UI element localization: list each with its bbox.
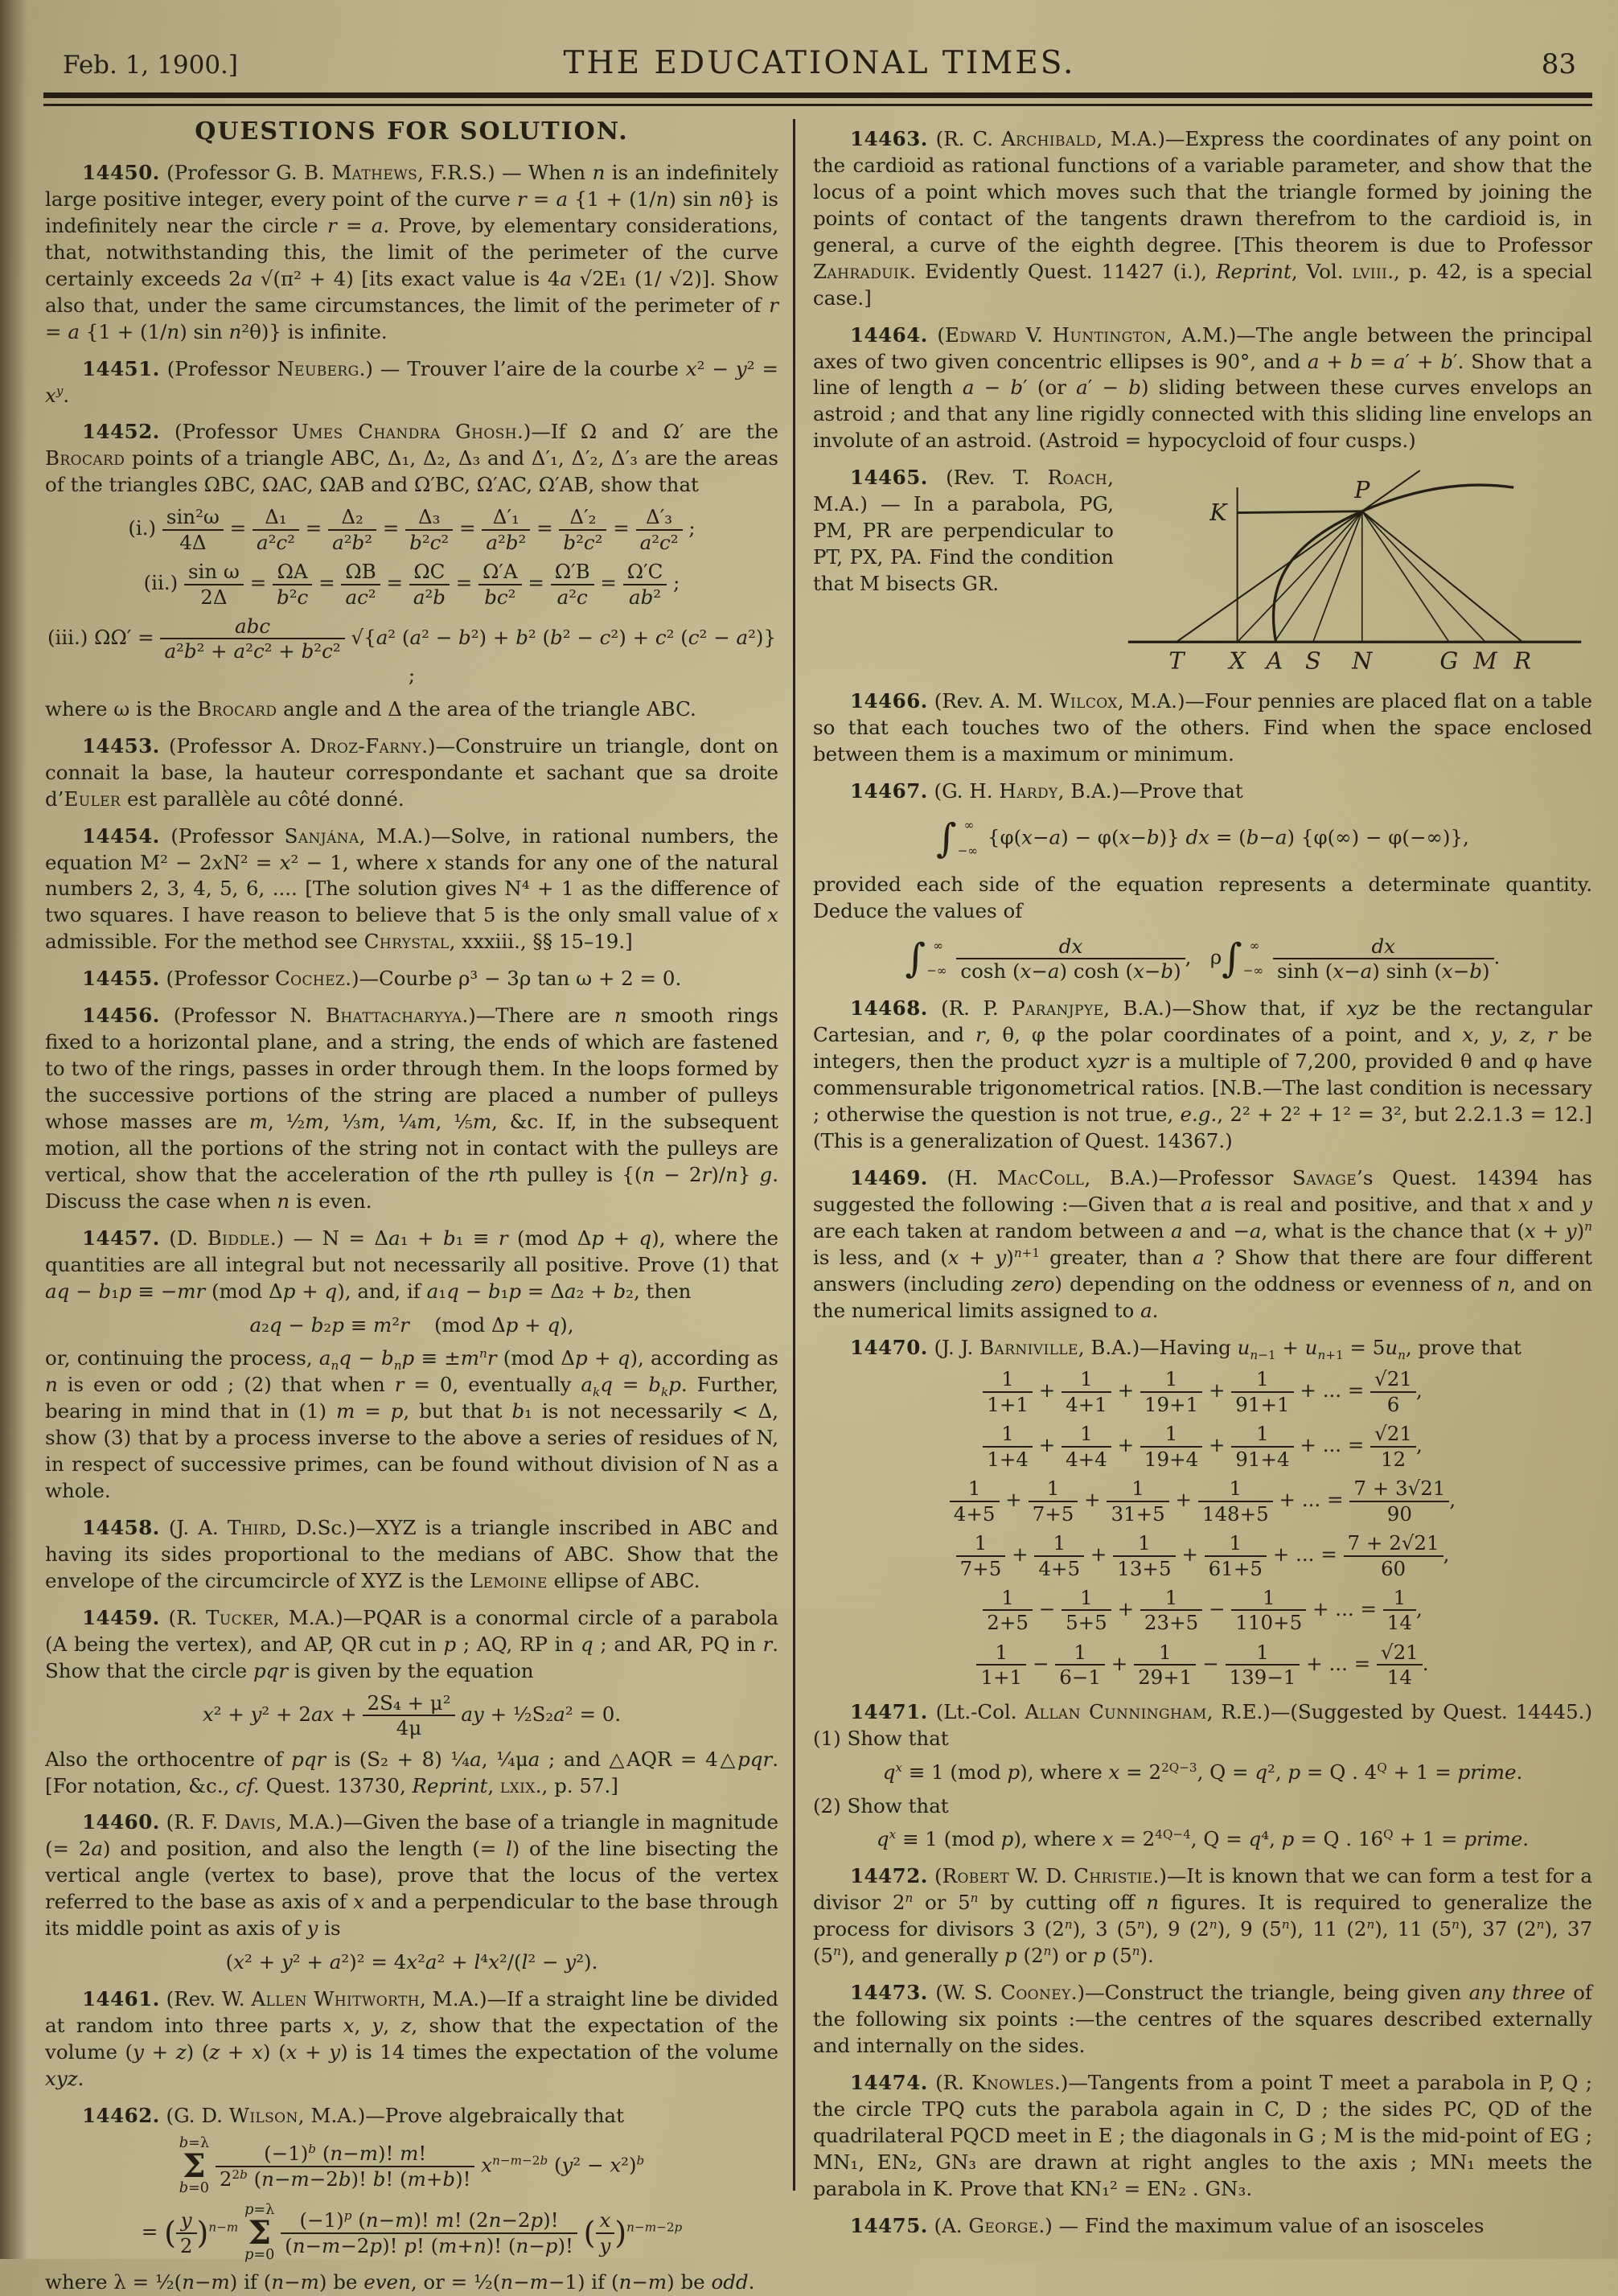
figure-label-P: P (1354, 476, 1370, 504)
question-14464: 14464. (Edward V. Huntington, A.M.)—The angle between the principal axes of two given concentric ellipses is 90°, and a + b = a′ + b′. Show that a line of length a − b′ (or a′ − b) sliding between these curves envelops an astroid ; and that any line rigidly connected with this sliding line envelops an involute of an astroid. (Astroid = hypocycloid of four cusps.) (813, 322, 1593, 453)
right-column (795, 116, 1597, 2237)
question-14473: 14473. (W. S. Cooney.)—Construct the triangle, being given any three of the following six points :—the centres of the squares described externally and internally on the sides. (813, 1981, 1592, 2057)
figure-label-M: M (1473, 647, 1497, 675)
question-14472: 14472. (Robert W. D. Christie.)—It is known that we can form a test for a divisor 2$^n$ or 5$^n$ by cutting off n figures. It is required to generalize the process for divisors 3 (2$^n$), 3 (5$^n$), 9 (2$^n$), 9 (5$^n$), 11 (2$^n$), 11 (5$^n$), 37 (2$^n$), 37 (5$^n$), and generally p (2$^n$) or p (5$^n$). (813, 1864, 1593, 1968)
question-14458: 14458. (J. A. Third, D.Sc.)—XYZ is a triangle inscribed in ABC and having its sides proportional to the medians of ABC. Show that the envelope of the circumcircle of XYZ is the Lemoine ellipse of ABC. (45, 1516, 778, 1592)
question-14453: 14453. (Professor A. Droz-Farny.)—Construire un triangle, dont on connait la base, la hauteur correspondante et sachant que sa droite d’Euler est parallèle au côté donné. (45, 733, 778, 811)
header-date: Feb. 1, 1900.] (63, 51, 238, 80)
question-14465-text: 14465. (Rev. T. Roach, M.A.) — In a parabola, PG, PM, PR are perpendicular to PT, PX, PA. Find the condition that M bisects GR. (813, 466, 1114, 595)
left-column (39, 116, 793, 2294)
question-14455: 14455. (Professor Cochez.)—Courbe ρ³ − 3ρ tan ω + 2 = 0. (82, 967, 682, 991)
question-14451: 14451. (Professor Neuberg.) — Trouver l’aire de la courbe $x^2 - y^2 = x^y$. (45, 356, 778, 407)
question-14459: 14459. (R. Tucker, M.A.)—PQAR is a conormal circle of a parabola (A being the vertex), and AP, QR cut in p ; AQ, RP in q ; and AR, PQ in r. Show that the circle pqr is given by the equation x² + y² + 2ax + $\frac{\text{2S₄ + μ²}}{4\mu}$ ay + ½S₂a² = 0. Also the orthocentre of pqr is (S₂ + 8) ¼a, ¼μa ; and △AQR = 4△pqr. [For notation, &c., cf. Quest. 13730, Reprint, lxix., p. 57.] (45, 1605, 778, 1797)
figure-label-R: R (1513, 647, 1531, 675)
question-14467: 14467. (G. H. Hardy, B.A.)—Prove that ∫ ∞ −∞ {φ(x−a) − φ(x−b)} dx = (b−a) {φ(∞) − φ(−∞)}, provided each side of the equation represents a determinate quantity. Deduce the values of ∫ ∞ −∞ $\frac{dx}{\cosh (x-a) \cosh (x-b)}$ , ρ∫ ∞ −∞ $\frac{dx}{\sinh (x-a) \sinh (x-b)}$ . (813, 778, 1592, 984)
question-14475: 14475. (A. George.) — Find the maximum value of an isosceles (850, 2213, 1485, 2237)
page-title: THE EDUCATIONAL TIMES. (563, 45, 1076, 81)
figure-label-G: G (1439, 647, 1459, 675)
page-number: 83 (1541, 48, 1576, 80)
figure-label-K: K (1209, 499, 1227, 527)
question-14468: 14468. (R. P. Paranjpye, B.A.)—Show that, if xyz be the rectangular Cartesian, and r, θ, φ the polar coordinates of a point, and x, y, z, r be integers, then the product xyzr is a multiple of 7,200, provided θ and φ have commensurable trigonometrical ratios. [N.B.—The last condition is necessary ; otherwise the question is not true, e.g., 2² + 2² + 1² = 3², but 2.2.1.3 = 12.] (This is a generalization of Quest. 14367.) (813, 996, 1593, 1152)
question-14463: 14463. (R. C. Archibald, M.A.)—Express the coordinates of any point on the cardioid as rational functions of a variable parameter, and show that the locus of a point which moves such that the triangle formed by joining the points of contact of the tangents drawn therefrom to the cardioid is, in general, a curve of the eighth degree. [This theorem is due to Professor Zahraduik. Evidently Quest. 11427 (i.), Reprint, Vol. lviii., p. 42, is a special case.] (813, 127, 1592, 310)
question-14454: 14454. (Professor Sanjána, M.A.)—Solve, in rational numbers, the equation M² − 2xN² = x² − 1, where x stands for any one of the natural numbers 2, 3, 4, 5, 6, .... [The solution gives N⁴ + 1 as the difference of two squares. I have reason to believe that 5 is the only small value of x admissible. For the method see Chrystal, xxxiii., §§ 15–19.] (45, 824, 779, 954)
question-14471: 14471. (Lt.-Col. Allan Cunningham, R.E.)—(Suggested by Quest. 14445.) (1) Show that $q^x \equiv 1$ (mod p), where $x = 2^{2Q-3}$, Q = q², p = Q . $4^Q + 1$ = prime. (2) Show that $q^x \equiv 1$ (mod p), where $x = 2^{4Q-4}$, Q = q⁴, p = Q . $16^Q + 1$ = prime. (813, 1699, 1592, 1851)
question-14466: 14466. (Rev. A. M. Wilcox, M.A.)—Four pennies are placed flat on a table so that each touches two of the others. Find when the space enclosed between them is a maximum or minimum. (813, 688, 1592, 766)
question-14465 (813, 465, 1592, 678)
question-14470: 14470. (J. J. Barniville, B.A.)—Having $u_{n-1} + u_{n+1} = 5u_n$, prove that $\frac{1}{1+1}$ + $\frac{1}{4+1}$ + $\frac{1}{19+1}$ + $\frac{1}{91+1}$ + ... = $\frac{√21}{6}$ , $\frac{1}{1+4}$ + $\frac{1}{4+4}$ + $\frac{1}{19+4}$ + $\frac{1}{91+4}$ + ... = $\frac{√21}{12}$ , $\frac{1}{4+5}$ + $\frac{1}{7+5}$ + $\frac{1}{31+5}$ + $\frac{1}{148+5}$ + ... = $\frac{7 + 3√21}{90}$ , $\frac{1}{7+5}$ + $\frac{1}{4+5}$ + $\frac{1}{13+5}$ + $\frac{1}{61+5}$ + ... = $\frac{7 + 2√21}{60}$ , $\frac{1}{2+5}$ − $\frac{1}{5+5}$ + $\frac{1}{23+5}$ − $\frac{1}{110+5}$ + ... = $\frac{1}{14}$ , $\frac{1}{1+1}$ − $\frac{1}{6-1}$ + $\frac{1}{29+1}$ − $\frac{1}{139-1}$ + ... = $\frac{√21}{14}$ . (850, 1335, 1521, 1690)
question-14474: 14474. (R. Knowles.)—Tangents from a point T meet a parabola in P, Q ; the circle TPQ cuts the parabola again in C, D ; the sides PC, QD of the quadrilateral PQCD meet in E ; the diagonals in G ; M is the mid-point of EG ; MN₁, EN₂, GN₃ are drawn at right angles to the axis ; MN₁ meets the parabola in K. Prove that KN₁² = EN₂ . GN₃. (813, 2070, 1592, 2200)
question-14457: 14457. (D. Biddle.) — N = Δa₁ + b₁ ≡ r (mod Δp + q), where the quantities are all integral but not necessarily all positive. Prove (1) that aq − b₁p ≡ −mr (mod Δp + q), and, if a₁q − b₁p = Δa₂ + b₂, then a₂q − b₂p ≡ m²r (mod Δp + q), or, continuing the process, $a_nq - b_np \equiv \pm m^nr$ (mod Δp + q), according as n is even or odd ; (2) that when r = 0, eventually $a_kq = b_kp$. Further, bearing in mind that in (1) m = p, but that b₁ is not necessarily < Δ, show (3) that by a process inverse to the above a series of residues of N, in respect of successive primes, can be found without division of N as a whole. (45, 1226, 779, 1503)
question-14462: 14462. (G. D. Wilson, M.A.)—Prove algebraically that b=λ Σ b=0 $\frac{(-1)^b (n-m)! m!}{2^{2b} (n-m-2b)! b! (m+b)!}$ $x^{n-m-2b}$ $(y^2 - x^2)^b$ = ( $\frac{y}{2}$ )$^{n-m}$ p=λ Σ p=0 $\frac{(-1)^p (n-m)! m! (2n-2p)!}{(n-m-2p)! p! (m+n)! (n-p)!}$ ( $\frac{x}{y}$ )$^{n-m-2p}$ where λ = ½(n−m) if (n−m) be even, or = ½(n−m−1) if (n−m) be odd. (45, 2103, 755, 2294)
question-14461: 14461. (Rev. W. Allen Whitworth, M.A.)—If a straight line be divided at random into three parts x, y, z, show that the expectation of the volume (y + z) (z + x) (x + y) is 14 times the expectation of the volume xyz. (45, 1987, 779, 2090)
header-double-rule (43, 92, 1592, 106)
figure-label-N: N (1352, 647, 1373, 675)
figure-label-S: S (1304, 647, 1321, 675)
question-14460: 14460. (R. F. Davis, M.A.)—Given the base of a triangle in magnitude (= 2a) and position, and also the length (= l) of the line bisecting the vertical angle (vertex to base), prove that the locus of the vertex referred to the base as axis of x and a perpendicular to the base through its middle point as axis of y is (x² + y² + a²)² = 4x²a² + l⁴x²/(l² − y²). (45, 1810, 778, 1974)
section-title: QUESTIONS FOR SOLUTION. (195, 117, 629, 146)
question-14452: 14452. (Professor Umes Chandra Ghosh.)—If Ω and Ω′ are the Brocard points of a triangle ABC, Δ₁, Δ₂, Δ₃ and Δ′₁, Δ′₂, Δ′₃ are the areas of the triangles ΩBC, ΩAC, ΩAB and Ω′BC, Ω′AC, Ω′AB, show that (i.) $\frac{\text{sin²ω}}{4\Delta}$ = $\frac{\text{Δ₁}}{\text{a²c²}}$ = $\frac{\text{Δ₂}}{\text{a²b²}}$ = $\frac{\text{Δ₃}}{\text{b²c²}}$ = $\frac{\text{Δ′₁}}{\text{a²b²}}$ = $\frac{\text{Δ′₂}}{\text{b²c²}}$ = $\frac{\text{Δ′₃}}{\text{a²c²}}$ ; (ii.) $\frac{\text{sin ω}}{2\Delta}$ = $\frac{\Omega A}{\text{b²c}}$ = $\frac{\Omega B}{\text{ac²}}$ = $\frac{\Omega C}{\text{a²b}}$ = $\frac{\Omega'A}{\text{bc²}}$ = $\frac{\Omega'B}{\text{a²c}}$ = $\frac{\Omega'C}{\text{ab²}}$ ; (iii.) ΩΩ′ = abc a²b² + a²c² + b²c² √{a² (a² − b²) + b² (b² − c²) + c² (c² − a²)} ; where ω is the Brocard angle and Δ the area of the triangle ABC. (45, 420, 778, 721)
figure-label-X: X (1229, 647, 1246, 675)
figure-label-A: A (1266, 647, 1283, 675)
two-column-body (39, 116, 1597, 2294)
page-header (39, 45, 1597, 92)
question-14450: 14450. (Professor G. B. Mathews, F.R.S.) — When n is an indefinitely large positive integer, every point of the curve r = a {1 + (1/n) sin nθ} is indefinitely near the circle r = a. Prove, by elementary considerations, that, notwithstanding this, the limit of the perimeter of the curve certainly exceeds 2a √(π² + 4) [its exact value is 4a √2E₁ (1/ √2)]. Show also that, under the same circumstances, the limit of the perimeter of r = a {1 + (1/n) sin n²θ)} is infinite. (45, 161, 779, 343)
parabola-figure (1117, 470, 1592, 678)
question-14456: 14456. (Professor N. Bhattacharyya.)—There are n smooth rings fixed to a horizontal plane, and a string, the ends of which are fastened to two of the rings, passes in order through them. In the loops formed by the successive portions of the string are placed a number of pulleys whose masses are m, ½m, ⅓m, ¼m, ⅕m, &c. If, in the subsequent motion, all the portions of the string not in contact with the pulleys are vertical, show that the acceleration of the rth pulley is {(n − 2r)/n} g. Discuss the case when n is even. (45, 1004, 779, 1213)
question-14469: 14469. (H. MacColl, B.A.)—Professor Savage’s Quest. 14394 has suggested the following :—Given that a is real and positive, and that x and y are each taken at random between a and −a, what is the chance that $(x + y)^n$ is less, and $(x + y)^{n+1}$ greater, than a ? Show that there are four different answers (including zero) depending on the oddness or evenness of n, and on the numerical limits assigned to a. (813, 1165, 1593, 1322)
figure-label-T: T (1168, 647, 1185, 675)
